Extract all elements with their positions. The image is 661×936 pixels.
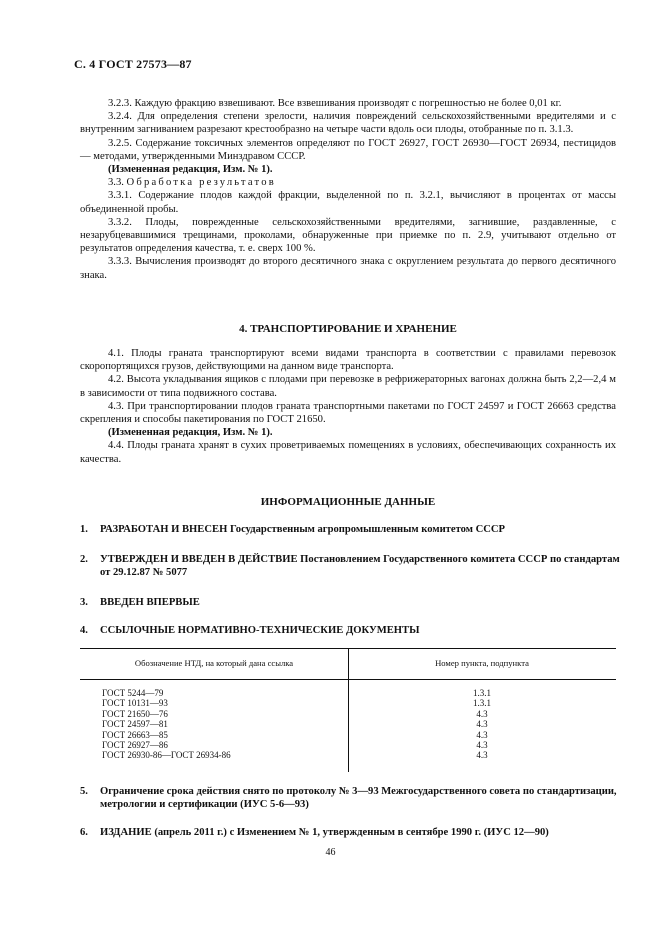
table-cell-document: ГОСТ 26930-86—ГОСТ 26934-86 (102, 750, 231, 761)
table-cell-clause: 4.3 (476, 719, 488, 730)
info-item-text: Ограничение срока действия снято по протоколу № 3—93 Межгосударственного совета по стандартизации, метрологии и сертификации (ИУС 5-6—93) (100, 786, 617, 811)
table-cell-clause: 1.3.1 (473, 698, 491, 709)
paragraph-3-2-3: 3.2.3. Каждую фракцию взвешивают. Все взвешивания производят с погрешностью не более 0,01 кг. (108, 98, 562, 109)
table-cell-clause: 1.3.1 (473, 688, 491, 698)
info-item-text: РАЗРАБОТАН И ВНЕСЕН Государственным агропромышленным комитетом СССР (100, 524, 506, 535)
info-item-5 (80, 785, 620, 811)
paragraph-4-3: 4.3. При транспортировании плодов граната транспортными пакетами по ГОСТ 24597 и ГОСТ 26663 средства скрепления и способы пакетирования по ГОСТ 21650. (80, 400, 616, 426)
info-item-text: ССЫЛОЧНЫЕ НОРМАТИВНО-ТЕХНИЧЕСКИЕ ДОКУМЕНТЫ (100, 625, 420, 636)
page-header: С. 4 ГОСТ 27573—87 (74, 57, 192, 71)
paragraph-3-3-2: 3.3.2. Плоды, поврежденные сельскохозяйственными вредителями, загнившие, раздавленные, с незарубцевавшимися трещинами, проколами, обнаруженные при приемке по п. 2.9, учитывают отдельно от результатов определения качества, т. е. сверх 100 %. (80, 216, 616, 255)
table-header-document: Обозначение НТД, на который дана ссылка (134, 658, 294, 668)
table-cell-document: ГОСТ 10131—93 (102, 698, 168, 709)
table-cell-clause: 4.3 (476, 729, 488, 740)
paragraph-3-2-4: 3.2.4. Для определения степени зрелости, наличия повреждений сельскохозяйственными вредителями и с внутренним загниванием разрезают крестообразно на четыре части вдоль оси плоды, отобранные по п. 3.1.3. (80, 111, 616, 136)
paragraph-3-3-1: 3.3.1. Содержание плодов каждой фракции, выделенной по п. 3.2.1, вычисляют в процентах от массы объединенной пробы. (80, 190, 616, 215)
paragraph-4-1: 4.1. Плоды граната транспортируют всеми видами транспорта в соответствии с правилами перевозок скоропортящихся грузов, действующими на данном виде транспорта. (80, 348, 616, 373)
info-item-4 (80, 624, 620, 637)
info-item-number: 4. (80, 625, 88, 636)
section-4-text (80, 347, 616, 466)
info-item-3 (80, 596, 620, 609)
table-cell-clause: 4.3 (476, 750, 488, 761)
info-item-number: 2. (80, 554, 88, 565)
info-item-text: ВВЕДЕН ВПЕРВЫЕ (100, 597, 200, 608)
paragraph-4-4: 4.4. Плоды граната хранят в сухих проветриваемых помещениях в условиях, обеспечивающих сохранность их качества. (80, 440, 616, 465)
info-item-1 (80, 523, 620, 536)
section-4-title: 4. ТРАНСПОРТИРОВАНИЕ И ХРАНЕНИЕ (239, 323, 457, 335)
info-item-6 (80, 826, 620, 839)
amendment-note: (Измененная редакция, Изм. № 1). (108, 164, 273, 176)
table-document-column (102, 688, 231, 761)
paragraph-4-2: 4.2. Высота укладывания ящиков с плодами при перевозке в рефрижераторных вагонах должна быть 2,2—2,4 м в зависимости от типа подвижного состава. (80, 374, 616, 399)
table-cell-document: ГОСТ 21650—76 (102, 708, 168, 719)
info-item-2 (80, 553, 620, 579)
subsection-3-3-heading (80, 176, 616, 189)
info-item-number: 6. (80, 827, 88, 838)
table-clause-column (348, 688, 616, 761)
table-header-rule (80, 679, 616, 680)
info-item-number: 1. (80, 524, 88, 535)
table-cell-document: ГОСТ 24597—81 (102, 719, 168, 730)
info-item-number: 5. (80, 786, 88, 797)
table-cell-clause: 4.3 (476, 708, 488, 719)
table-header-clause: Номер пункта, подпункта (435, 658, 529, 668)
reference-documents-table (80, 648, 616, 772)
table-cell-document: ГОСТ 26927—86 (102, 740, 168, 751)
paragraph-3-3-3: 3.3.3. Вычисления производят до второго десятичного знака с округлением результата до первого десятичного знака. (80, 256, 616, 281)
amendment-note: (Измененная редакция, Изм. № 1). (108, 427, 273, 439)
info-item-text: ИЗДАНИЕ (апрель 2011 г.) с Изменением № 1, утвержденным в сентябре 1990 г. (ИУС 12—90) (100, 827, 549, 838)
page-number: 46 (325, 847, 336, 858)
table-cell-clause: 4.3 (476, 740, 488, 751)
subsection-3-3-number: 3.3. (108, 177, 124, 189)
table-cell-document: ГОСТ 26663—85 (102, 729, 168, 740)
info-item-number: 3. (80, 597, 88, 608)
subsection-3-3-title: Обработка результатов (126, 177, 276, 189)
section-3-text (80, 97, 616, 282)
info-item-text: УТВЕРЖДЕН И ВВЕДЕН В ДЕЙСТВИЕ Постановлением Государственного комитета СССР по стандартам от 29.12.87 № 5077 (100, 554, 620, 579)
table-cell-document: ГОСТ 5244—79 (102, 688, 164, 698)
info-title: ИНФОРМАЦИОННЫЕ ДАННЫЕ (260, 496, 436, 508)
paragraph-3-2-5: 3.2.5. Содержание токсичных элементов определяют по ГОСТ 26927, ГОСТ 26930—ГОСТ 26934, пестицидов — методами, утвержденными Минздравом СССР. (80, 137, 616, 162)
